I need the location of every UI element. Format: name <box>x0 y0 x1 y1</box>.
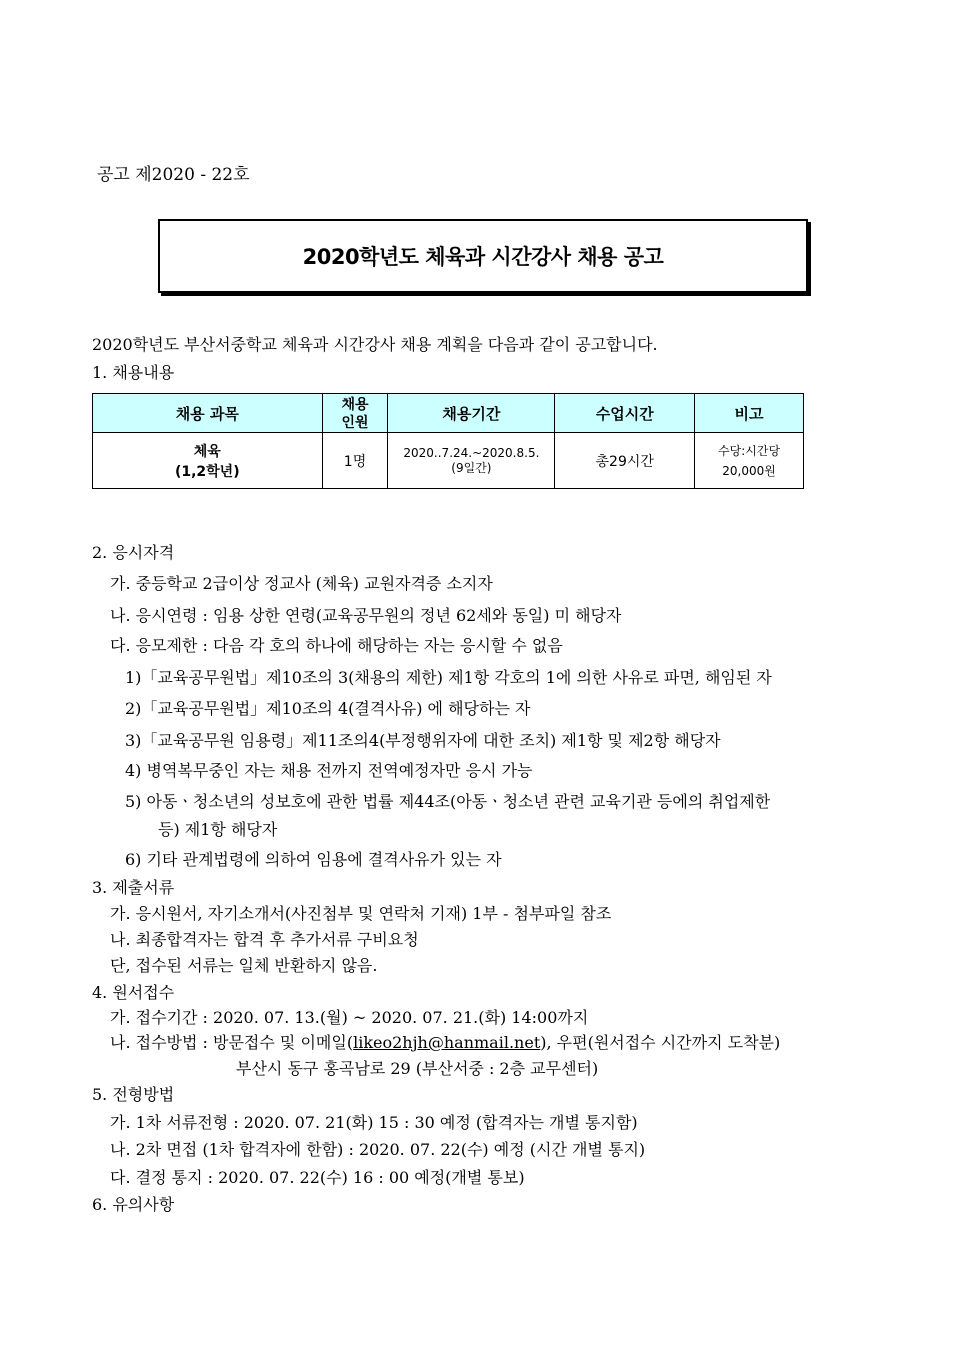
section2-item: 다. 응모제한 : 다음 각 호의 하나에 해당하는 자는 응시할 수 없음 <box>110 636 563 655</box>
subject-line2: (1,2학년) <box>174 463 240 480</box>
section6-heading: 6. 유의사항 <box>92 1195 175 1214</box>
header-period: 채용기간 <box>388 394 555 433</box>
header-count-line2: 인원 <box>341 415 369 431</box>
header-count <box>322 394 388 433</box>
section4-heading: 4. 원서접수 <box>92 983 175 1002</box>
section2-item: 가. 중등학교 2급이상 정교사 (체육) 교원자격증 소지자 <box>110 574 493 593</box>
header-note: 비고 <box>695 394 804 433</box>
section2-heading: 2. 응시자격 <box>92 543 175 562</box>
note-line2: 20,000원 <box>722 463 776 478</box>
cell-count: 1명 <box>322 433 388 489</box>
section1-heading: 1. 채용내용 <box>92 363 175 382</box>
section5-item: 나. 2차 면접 (1차 합격자에 한함) : 2020. 07. 22(수) 예정 (시간 개별 통지) <box>110 1140 646 1159</box>
restriction-item: 1)「교육공무원법」제10조의 3(채용의 제한) 제1항 각호의 1에 의한 사유로 파면, 해임된 자 <box>125 668 772 687</box>
cell-subject <box>93 433 323 489</box>
table-row <box>93 433 804 489</box>
title-box <box>158 219 808 293</box>
restriction-item: 2)「교육공무원법」제10조의 4(결격사유) 에 해당하는 자 <box>125 699 531 718</box>
section2-item: 나. 응시연령 : 임용 상한 연령(교육공무원의 정년 62세와 동일) 미 해당자 <box>110 606 622 625</box>
restriction-item: 4) 병역복무중인 자는 채용 전까지 전역예정자만 응시 가능 <box>125 761 533 780</box>
cell-note <box>695 433 804 489</box>
method-prefix: 나. 접수방법 : 방문접수 및 이메일( <box>110 1033 354 1052</box>
period-line2: (9일간) <box>451 460 492 475</box>
header-count-line1: 채용 <box>341 397 369 413</box>
section3-item: 나. 최종합격자는 합격 후 추가서류 구비요청 <box>110 930 419 949</box>
period-line1: 2020..7.24.~2020.8.5. <box>403 445 540 460</box>
application-period: 가. 접수기간 : 2020. 07. 13.(월) ~ 2020. 07. 21.(화) 14:00까지 <box>110 1008 589 1027</box>
section3-item: 가. 응시원서, 자기소개서(사진첨부 및 연락처 기재) 1부 - 첨부파일 참조 <box>110 904 612 923</box>
section3-item: 단, 접수된 서류는 일체 반환하지 않음. <box>110 956 378 975</box>
page-title: 2020학년도 체육과 시간강사 채용 공고 <box>302 245 664 269</box>
restriction-item: 6) 기타 관계법령에 의하여 임용에 결격사유가 있는 자 <box>125 850 502 869</box>
restriction-item: 3)「교육공무원 임용령」제11조의4(부정행위자에 대한 조치) 제1항 및 제2항 해당자 <box>125 731 721 750</box>
restriction-item-continued: 등) 제1항 해당자 <box>158 820 278 839</box>
section3-heading: 3. 제출서류 <box>92 878 175 897</box>
header-subject: 채용 과목 <box>93 394 323 433</box>
hire-table <box>92 393 804 489</box>
email-link[interactable]: likeo2hjh@hanmail.net <box>353 1033 541 1052</box>
header-hours: 수업시간 <box>555 394 695 433</box>
section5-heading: 5. 전형방법 <box>92 1085 175 1104</box>
application-address: 부산시 동구 홍곡남로 29 (부산서중 : 2층 교무센터) <box>236 1059 599 1078</box>
section5-item: 가. 1차 서류전형 : 2020. 07. 21(화) 15 : 30 예정 (합격자는 개별 통지함) <box>110 1113 638 1132</box>
table-header-row <box>93 394 804 433</box>
note-line1: 수당:시간당 <box>718 443 781 458</box>
section5-item: 다. 결정 통지 : 2020. 07. 22(수) 16 : 00 예정(개별 통보) <box>110 1168 525 1187</box>
cell-period <box>388 433 555 489</box>
application-method <box>110 1033 780 1053</box>
cell-hours: 총29시간 <box>555 433 695 489</box>
method-suffix: ), 우편(원서접수 시간까지 도착분) <box>540 1033 781 1052</box>
restriction-item: 5) 아동ㆍ청소년의 성보호에 관한 법률 제44조(아동ㆍ청소년 관련 교육기관 등에의 취업제한 <box>125 792 771 811</box>
intro-text: 2020학년도 부산서중학교 체육과 시간강사 채용 계획을 다음과 같이 공고합니다. <box>92 335 658 354</box>
notice-number: 공고 제2020 - 22호 <box>97 165 250 185</box>
subject-line1: 체육 <box>193 443 221 460</box>
